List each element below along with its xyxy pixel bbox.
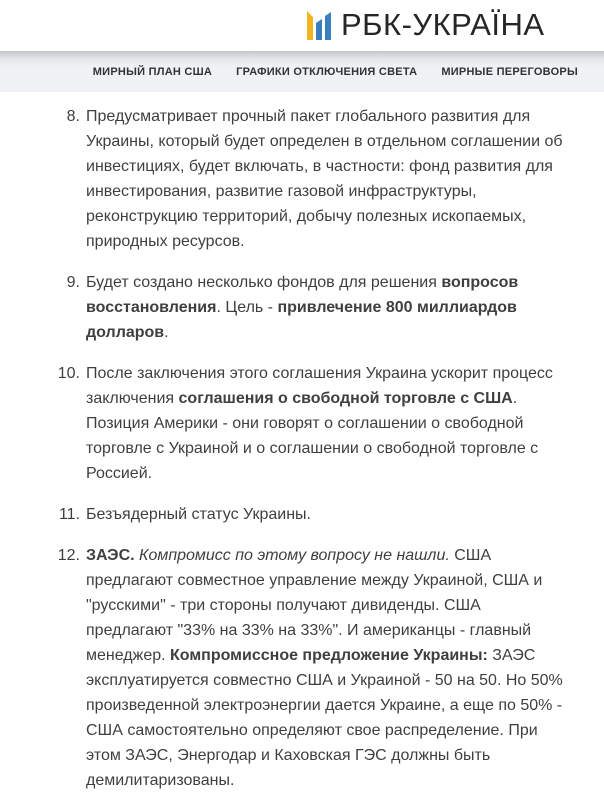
nav-item-blackout-schedules[interactable]: ГРАФИКИ ОТКЛЮЧЕНИЯ СВЕТА [236,65,418,78]
logo[interactable] [306,9,545,40]
text-segment: Будет создано несколько фондов для решения [86,274,442,291]
text-segment: ЗАЭС. [86,547,135,564]
list-item-text [86,270,572,345]
nav-item-peace-plan-usa[interactable]: МИРНЫЙ ПЛАН США [92,65,213,78]
list-item [54,104,604,254]
list-item [54,270,604,345]
text-segment: После заключения этого соглашения Украина ускорит процесс заключения [86,365,553,407]
list-item-text [86,543,572,793]
article-content [0,92,604,793]
list-item-number: 10. [57,365,80,382]
text-segment: . Позиция Америки - они говорят о соглашении о свободной торговле с Украиной и о соглашении о свободной торговле с Россией. [86,390,539,482]
main-nav [0,51,604,92]
logo-text: РБК-УКРАЇНА [341,7,545,42]
text-segment: США предлагают совместное управление между Украиной, США и "русскими" - три стороны получают дивиденды. США предлагают "33% на 33% на 33%". И американцы - главный менеджер. [86,547,543,664]
nav-item-peace-talks[interactable]: МИРНЫЕ ПЕРЕГОВОРЫ [441,65,578,78]
list-item-text [86,361,572,486]
list-item-number: 9. [66,274,80,291]
site-header [0,0,604,51]
text-segment: Компромисс по этому вопросу не нашли. [139,547,450,564]
list-item-number: 8. [66,108,80,125]
text-segment: вопросов восстановления [86,274,519,316]
list-item-text [86,502,572,527]
article-list [0,104,604,793]
list-item-number: 11. [58,506,80,523]
list-item-text [86,104,572,254]
text-segment: . Цель - [216,299,278,316]
text-segment: ЗАЭС эксплуатируется совместно США и Украиной - 50 на 50. Но 50% произведенной электроэнергии дается Украине, а еще по 50% - США самостоятельно определяют свое распределение. При этом ЗАЭС, Энергодар и Каховская ГЭС должны быть демилитаризованы. [86,647,563,789]
text-segment: Безъядерный статус Украины. [86,506,311,523]
rbc-logo-icon [306,10,332,40]
list-item-number: 12. [57,547,80,564]
text-segment: привлечение 800 миллиардов долларов [86,299,517,341]
list-item [54,502,604,527]
text-segment: Предусматривает прочный пакет глобального развития для Украины, который будет определен в отдельном соглашении об инвестициях, будет включать, в частности: фонд развития для инвестирования, развитие газовой инфраструктуры, реконструкцию территорий, добычу полезных ископаемых, природных ресурсов. [86,108,563,250]
list-item [54,361,604,486]
text-segment: соглашения о свободной торговле с США [178,390,513,407]
text-segment: . [164,324,169,341]
list-item [54,543,604,793]
text-segment: Компромиссное предложение Украины: [170,647,488,664]
